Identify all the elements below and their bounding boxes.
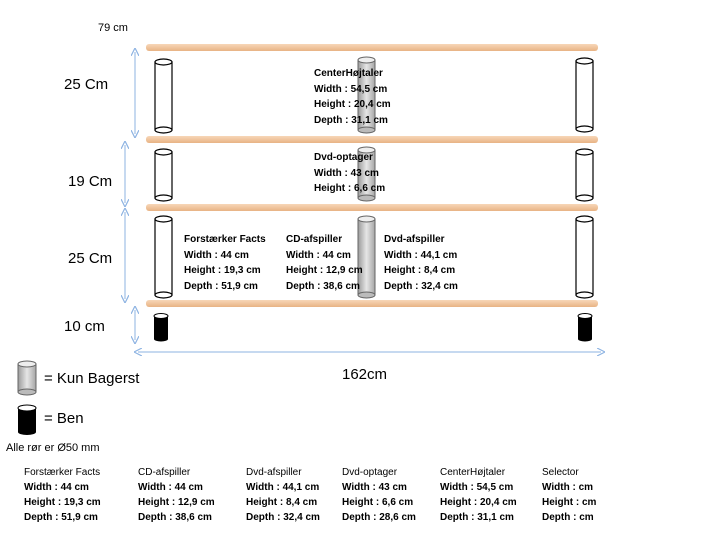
center-speaker-info xyxy=(314,66,391,128)
info-line: Depth : 32,4 cm xyxy=(384,280,458,292)
info-line: Width : 43 cm xyxy=(314,167,379,179)
spec-width: Width : cm xyxy=(542,482,594,493)
spec-depth: Depth : 32,4 cm xyxy=(246,512,320,523)
spec-depth: Depth : 51,9 cm xyxy=(24,512,98,523)
spec-name: CD-afspiller xyxy=(138,467,191,478)
info-line: Width : 54,5 cm xyxy=(314,83,388,95)
info-line: Depth : 38,6 cm xyxy=(286,280,360,292)
info-title: Forstærker Facts xyxy=(184,234,266,245)
spec-column-dvd-player xyxy=(246,465,320,525)
legend-back-pipe-icon xyxy=(18,361,36,395)
spec-name: Dvd-afspiller xyxy=(246,467,302,478)
leg-left xyxy=(154,314,168,342)
spec-height: Height : 6,6 cm xyxy=(342,497,414,508)
shelf-bottom xyxy=(146,300,598,307)
spec-name: Selector xyxy=(542,467,579,478)
shelf-top xyxy=(146,44,598,51)
legend-leg: = Ben xyxy=(44,410,84,427)
pipe-right-3 xyxy=(576,216,593,298)
shelf-middle xyxy=(146,204,598,211)
pipe-left-1 xyxy=(155,59,172,133)
spec-column-selector xyxy=(542,465,596,525)
spec-name: Forstærker Facts xyxy=(24,467,101,478)
info-line: Height : 6,6 cm xyxy=(314,183,386,194)
spec-name: Dvd-optager xyxy=(342,467,398,478)
spec-width: Width : 54,5 cm xyxy=(440,482,514,493)
spec-name: CenterHøjtaler xyxy=(440,467,506,478)
spec-height: Height : 8,4 cm xyxy=(246,497,318,508)
spec-height: Height : cm xyxy=(542,497,597,508)
spec-height: Height : 20,4 cm xyxy=(440,497,517,508)
spec-width: Width : 44 cm xyxy=(138,482,203,493)
level-height-3: 25 Cm xyxy=(68,250,113,267)
spec-width: Width : 43 cm xyxy=(342,482,407,493)
info-line: Depth : 31,1 cm xyxy=(314,114,388,126)
pipe-left-3 xyxy=(155,216,172,298)
info-line: Height : 8,4 cm xyxy=(384,265,456,276)
dvd-recorder-info xyxy=(314,150,385,197)
info-title: Dvd-optager xyxy=(314,152,373,163)
spec-height: Height : 19,3 cm xyxy=(24,497,101,508)
info-line: Width : 44 cm xyxy=(286,249,351,261)
legend-leg-icon xyxy=(18,405,36,435)
shelf-upper xyxy=(146,136,598,143)
info-title: CD-afspiller xyxy=(286,234,343,245)
dvd-player-info xyxy=(384,232,458,294)
cd-player-info xyxy=(286,232,363,294)
info-line: Depth : 51,9 cm xyxy=(184,280,258,292)
bottom-width-label: 162cm xyxy=(342,366,388,383)
pipe-note: Alle rør er Ø50 mm xyxy=(6,442,100,454)
level-height-4: 10 cm xyxy=(64,318,105,335)
info-title: CenterHøjtaler xyxy=(314,68,383,79)
top-width-label: 79 cm xyxy=(98,22,128,34)
spec-column-cd xyxy=(138,465,215,525)
amp-info xyxy=(184,232,266,294)
info-line: Width : 44,1 cm xyxy=(384,249,458,261)
spec-column-amp xyxy=(24,465,101,525)
pipe-left-2 xyxy=(155,149,172,201)
spec-depth: Depth : 38,6 cm xyxy=(138,512,212,523)
legend-back-only: = Kun Bagerst xyxy=(44,370,140,387)
info-line: Width : 44 cm xyxy=(184,249,249,261)
info-line: Height : 19,3 cm xyxy=(184,265,261,276)
pipe-right-2 xyxy=(576,149,593,201)
info-line: Height : 20,4 cm xyxy=(314,99,391,110)
spec-depth: Depth : cm xyxy=(542,512,594,523)
spec-depth: Depth : 28,6 cm xyxy=(342,512,416,523)
pipe-right-1 xyxy=(576,58,593,132)
spec-column-dvd-recorder xyxy=(342,465,416,525)
spec-width: Width : 44 cm xyxy=(24,482,89,493)
spec-width: Width : 44,1 cm xyxy=(246,482,320,493)
spec-column-center-speaker xyxy=(440,465,517,525)
level-height-2: 19 Cm xyxy=(68,173,113,190)
info-line: Height : 12,9 cm xyxy=(286,265,363,276)
leg-right xyxy=(578,314,592,342)
spec-height: Height : 12,9 cm xyxy=(138,497,215,508)
spec-depth: Depth : 31,1 cm xyxy=(440,512,514,523)
info-title: Dvd-afspiller xyxy=(384,234,445,245)
level-height-1: 25 Cm xyxy=(64,76,109,93)
